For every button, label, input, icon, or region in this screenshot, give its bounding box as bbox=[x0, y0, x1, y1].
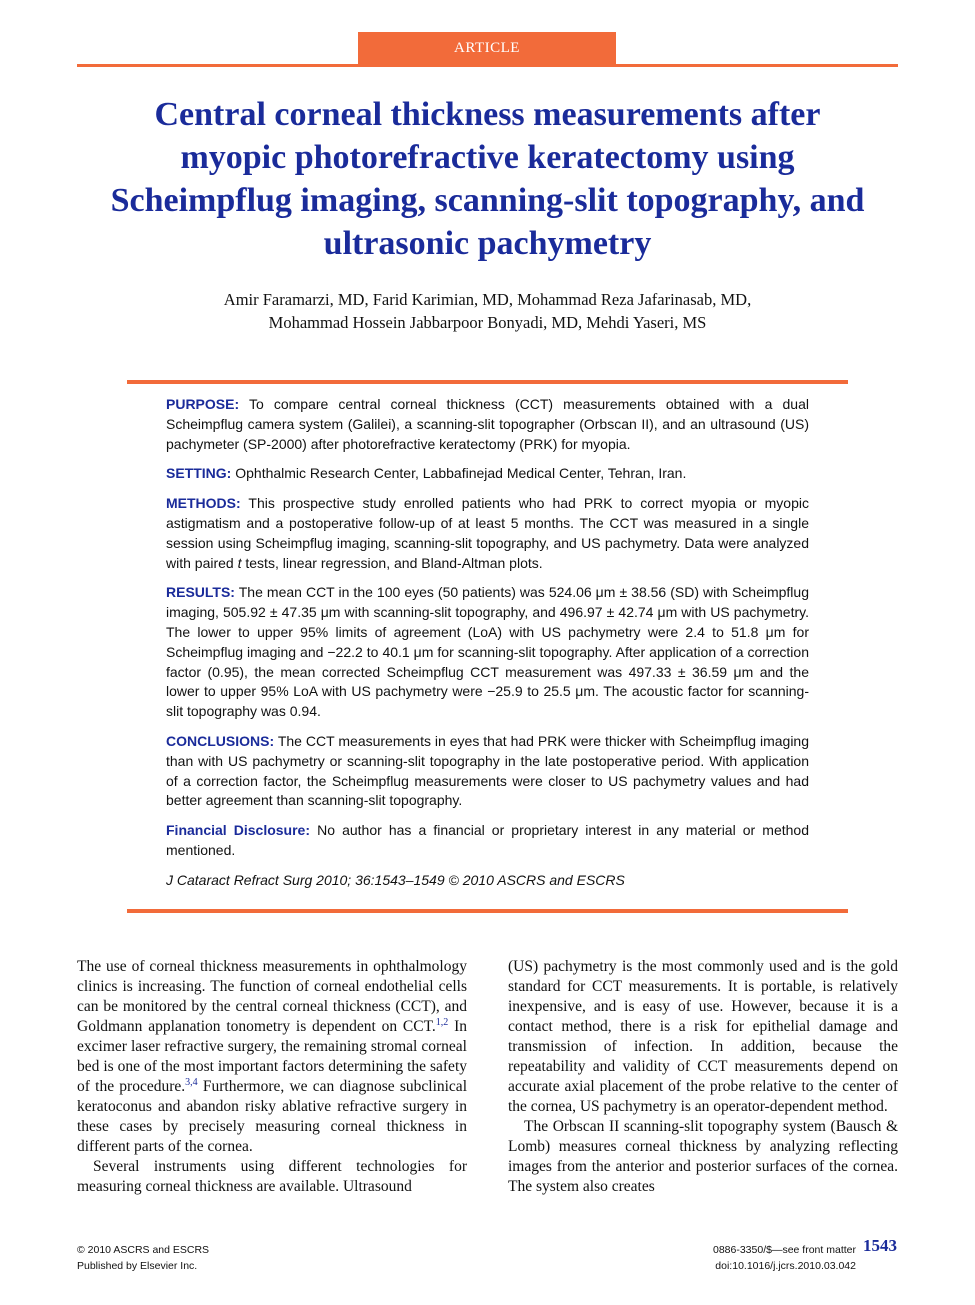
page-number: 1543 bbox=[863, 1236, 897, 1255]
reference-link[interactable]: 1,2 bbox=[435, 1016, 449, 1028]
body-text: In excimer laser refractive surgery, the remaining stromal corneal bed is one of the most important factors determining the safety of the procedure. bbox=[77, 1018, 467, 1095]
body-left-column bbox=[77, 957, 467, 1197]
body-right-column bbox=[508, 957, 898, 1197]
body-paragraph bbox=[77, 957, 467, 1157]
abstract-setting bbox=[166, 464, 809, 484]
publisher-notice: Published by Elsevier Inc. bbox=[77, 1260, 198, 1272]
body-text: The use of corneal thickness measurements in ophthalmology clinics is increasing. The function of corneal endothelial cells can be monitored by the central corneal thickness (CCT), and Goldmann applanation tonometry is dependent on CCT. bbox=[77, 958, 467, 1035]
doi-link[interactable]: doi:10.1016/j.jcrs.2010.03.042 bbox=[715, 1260, 856, 1272]
reference-link[interactable]: 3,4 bbox=[185, 1076, 198, 1088]
purpose-label: PURPOSE: bbox=[166, 396, 240, 412]
purpose-text: To compare central corneal thickness (CCT) measurements obtained with a dual Scheimpflug camera system (Galilei), a scanning-slit topographer (Orbscan II), and an ultrasound (US) pachymeter (SP-2000) after photorefractive keratectomy (PRK) for myopia. bbox=[166, 396, 809, 452]
abstract-conclusions bbox=[166, 732, 809, 811]
footer-left bbox=[77, 1242, 209, 1274]
footer-right bbox=[600, 1242, 856, 1274]
body-text: Furthermore, we can diagnose subclinical keratoconus and abandon risky ablative refractive surgery in these cases by precisely measuring corneal thickness in different parts of the cornea. bbox=[77, 1078, 467, 1155]
abstract-top-rule bbox=[127, 380, 848, 384]
methods-text-end: tests, linear regression, and Bland-Altman plots. bbox=[245, 554, 543, 571]
body-paragraph: Several instruments using different technologies for measuring corneal thickness are available. Ultrasound bbox=[77, 1158, 467, 1195]
abstract-bottom-rule bbox=[127, 909, 848, 913]
abstract-methods bbox=[166, 494, 809, 573]
setting-label: SETTING: bbox=[166, 465, 232, 482]
header-rule bbox=[77, 64, 898, 67]
body-paragraph: The Orbscan II scanning-slit topography system (Bausch & Lomb) measures corneal thickness by analyzing reflecting images from the anterior and posterior surfaces of the cornea. The system also creates bbox=[508, 1118, 898, 1195]
setting-text: Ophthalmic Research Center, Labbafinejad Medical Center, Tehran, Iran. bbox=[235, 465, 687, 482]
results-label: RESULTS: bbox=[166, 584, 235, 601]
conclusions-text: The CCT measurements in eyes that had PRK were thicker with Scheimpflug imaging than with US pachymetry or scanning-slit topography in the late postoperative period. With application of a correction factor, the Scheimpflug measurements were closer to US pachymetry values and had better agreement than scanning-slit topography. bbox=[166, 732, 809, 809]
article-title: Central corneal thickness measurements after myopic photorefractive keratectomy using Scheimpflug imaging, scanning-slit topography, and ultrasonic pachymetry bbox=[110, 96, 865, 262]
methods-t-italic: t bbox=[237, 554, 242, 571]
results-text: The mean CCT in the 100 eyes (50 patients) was 524.06 μm ± 38.56 (SD) with Scheimpflug imaging, 505.92 ± 47.35 μm with scanning-slit topography, and 496.97 ± 42.74 μm with US pachymetry. The lower to upper 95% limits of agreement (LoA) with US pachymetry were 2.4 to 51.8 μm for Scheimpflug imaging and −22.2 to 40.1 μm for scanning-slit topography. After application of a correction factor (0.95), the mean corrected Scheimpflug CCT measurement was 497.33 ± 36.59 μm and the lower to upper 95% LoA with US pachymetry were −25.9 to 25.5 μm. The acoustic factor for scanning-slit topography was 0.94. bbox=[166, 584, 809, 720]
methods-text: This prospective study enrolled patients who had PRK to correct myopia or myopic astigmatism and a postoperative follow-up of at least 5 months. The CCT was measured in a single session using Scheimpflug imaging, scanning-slit topography, and US pachymetry. Data were analyzed with paired bbox=[166, 495, 809, 571]
article-type-label: ARTICLE bbox=[454, 40, 520, 56]
issn-notice: 0886-3350/$—see front matter bbox=[712, 1244, 856, 1256]
methods-label: METHODS: bbox=[166, 495, 241, 512]
authors-line-1: Amir Faramarzi, MD, Farid Karimian, MD, Mohammad Reza Jafarinasab, MD, bbox=[223, 290, 752, 309]
abstract-disclosure bbox=[166, 821, 809, 861]
abstract-results bbox=[166, 583, 809, 722]
abstract-purpose bbox=[166, 395, 809, 454]
journal-citation: J Cataract Refract Surg 2010; 36:1543–1549 © 2010 ASCRS and ESCRS bbox=[166, 871, 625, 888]
authors-line-2: Mohammad Hossein Jabbarpoor Bonyadi, MD, Mehdi Yaseri, MS bbox=[268, 313, 707, 332]
author-list bbox=[120, 288, 855, 334]
article-type-tab bbox=[358, 32, 616, 65]
body-paragraph: (US) pachymetry is the most commonly used and is the gold standard for CCT measurements. It is portable, is relatively inexpensive, and is easy of use. However, because it is a contact method, there is a risk for epithelial damage and transmission of infection. In addition, because the repeatability and validity of CCT measurements depend on accurate axial placement of the probe relative to the center of the cornea, US pachymetry is an operator-dependent method. bbox=[508, 958, 898, 1115]
copyright-notice: © 2010 ASCRS and ESCRS bbox=[77, 1244, 210, 1256]
abstract bbox=[166, 395, 809, 901]
disclosure-text: No author has a financial or proprietary interest in any material or method mentioned. bbox=[166, 822, 809, 858]
conclusions-label: CONCLUSIONS: bbox=[166, 732, 275, 749]
disclosure-label: Financial Disclosure: bbox=[166, 822, 311, 839]
